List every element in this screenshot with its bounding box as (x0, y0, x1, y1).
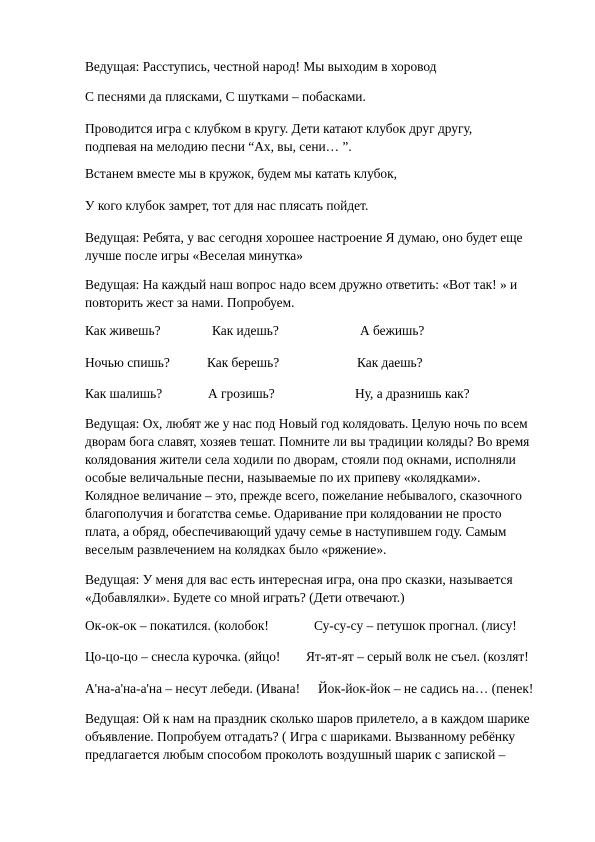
paragraph (85, 120, 555, 156)
text-line: объявление. Попробуем отгадать? ( Игра с шариками. Вызванному ребёнку (85, 729, 516, 744)
text-line: Ведущая: Расступись, честной народ! Мы выходим в хоровод (85, 59, 437, 74)
text-line: Ведущая: На каждый наш вопрос надо всем дружно ответить: «Вот так! » и (85, 277, 518, 292)
question-cell: А бежишь? (360, 323, 425, 338)
question-cell: Ночью спишь? (85, 355, 170, 370)
paragraph (85, 229, 555, 265)
text-line: Проводится игра с клубком в кругу. Дети катают клубок друг другу, (85, 121, 473, 136)
question-cell: Как берешь? (207, 355, 280, 370)
text-line: плата, а обряд, обеспечивающий удачу семье в наступившем году. Самым (85, 524, 507, 539)
text-line: У кого клубок замрет, тот для нас плясать пойдет. (85, 198, 369, 213)
text-line: лучше после игры «Веселая минутка» (85, 248, 303, 263)
text-line: повторить жест за нами. Попробуем. (85, 295, 295, 310)
text-line: особые величальные песни, называемые по их припеву «колядками». (85, 470, 481, 485)
question-cell: Ну, а дразнишь как? (355, 386, 470, 401)
text-line: предлагается любым способом проколоть воздушный шарик с запиской – (85, 747, 506, 762)
text-line: С песнями да плясками, С шутками – побасками. (85, 89, 366, 104)
question-cell: Как живешь? (85, 323, 161, 338)
text-line: Колядное величание – это, прежде всего, пожелание небывалого, сказочного (85, 488, 522, 503)
text-line: подпевая на мелодию песни “Ах, вы, сени… ”. (85, 139, 352, 154)
text-line: Ведущая: Ох, любят же у нас под Новый год колядовать. Целую ночь по всем (85, 416, 528, 431)
text-line: «Добавлялки». Будете со мной играть? (Дети отвечают.) (85, 590, 405, 605)
question-cell: Как идешь? (212, 323, 279, 338)
riddle-cell: Ят-ят-ят – серый волк не съел. (козлят! (306, 649, 529, 664)
text-line: колядования жители села ходили по дворам, стояли под окнами, исполняли (85, 452, 516, 467)
text-line: дворам бога славят, хозяев тешат. Помните ли вы традиции коляды? Во время (85, 434, 530, 449)
text-line: Встанем вместе мы в кружок, будем мы катать клубок, (85, 166, 397, 181)
text-line: Ведущая: У меня для вас есть интересная игра, она про сказки, называется (85, 572, 513, 587)
riddle-cell: Ок-ок-ок – покатился. (колобок! (85, 618, 269, 633)
riddle-cell: Цо-цо-цо – снесла курочка. (яйцо! (85, 649, 281, 664)
riddle-cell: Су-су-су – петушок прогнал. (лису! (314, 618, 517, 633)
paragraph (85, 276, 555, 312)
riddle-cell: Йок-йок-йок – не садись на… (пенек! (318, 681, 534, 696)
question-cell: А грозишь? (208, 386, 275, 401)
text-line: веселым развлечением на колядках было «ряжение». (85, 542, 387, 557)
paragraph (85, 710, 555, 764)
question-cell: Как даешь? (357, 355, 423, 370)
paragraph (85, 571, 555, 607)
question-cell: Как шалишь? (85, 386, 163, 401)
text-line: благополучия и богатства семье. Одаривание при колядовании не просто (85, 506, 502, 521)
paragraph (85, 415, 555, 559)
text-line: Ведущая: Ребята, у вас сегодня хорошее настроение Я думаю, оно будет еще (85, 230, 523, 245)
text-line: Ведущая: Ой к нам на праздник сколько шаров прилетело, а в каждом шарике (85, 711, 530, 726)
riddle-cell: А'на-а'на-а'на – несут лебеди. (Ивана! (85, 681, 301, 696)
